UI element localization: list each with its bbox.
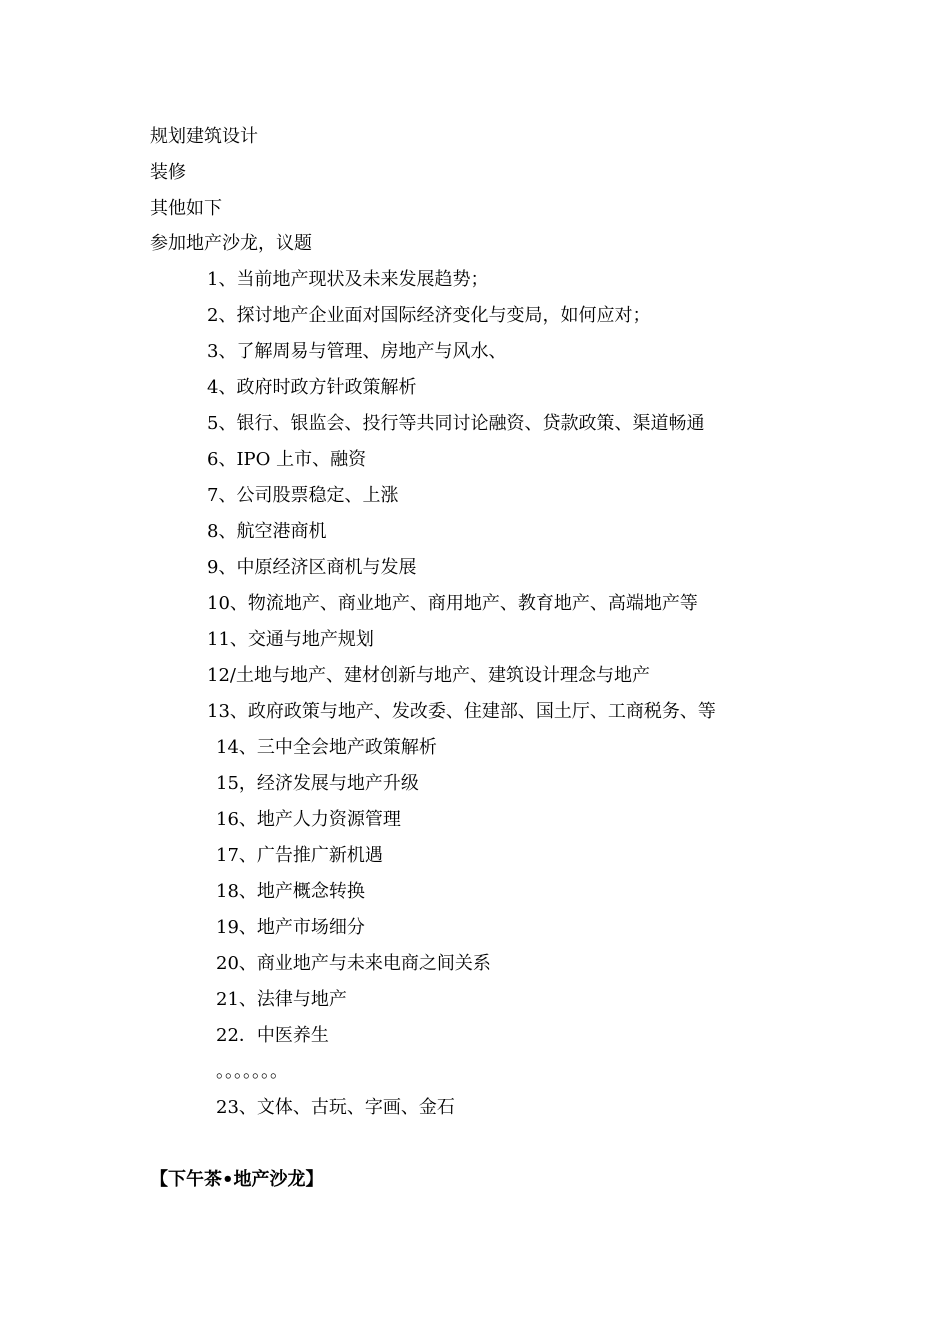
topic-item-11: 11、交通与地产规划: [207, 629, 374, 650]
topic-item-4: 4、政府时政方针政策解析: [207, 377, 417, 398]
topic-item-3: 3、了解周易与管理、房地产与风水、: [207, 341, 507, 362]
topic-item-15: 15，经济发展与地产升级: [216, 773, 419, 794]
topic-item-17: 17、广告推广新机遇: [216, 845, 383, 866]
topic-item-21: 21、法律与地产: [216, 989, 347, 1010]
topic-item-18: 18、地产概念转换: [216, 881, 365, 902]
section-heading: 【下午茶•地产沙龙】: [150, 1169, 324, 1190]
intro-line-decoration: 装修: [150, 162, 186, 183]
topic-item-20: 20、商业地产与未来电商之间关系: [216, 953, 491, 974]
topic-item-16: 16、地产人力资源管理: [216, 809, 401, 830]
topic-item-2: 2、探讨地产企业面对国际经济变化与变局，如何应对；: [207, 305, 651, 326]
topic-item-14: 14、三中全会地产政策解析: [216, 737, 437, 758]
intro-line-salon: 参加地产沙龙，议题: [150, 233, 312, 254]
topic-item-5: 5、银行、银监会、投行等共同讨论融资、贷款政策、渠道畅通: [207, 413, 705, 434]
topic-item-19: 19、地产市场细分: [216, 917, 365, 938]
topic-item-10: 10、物流地产、商业地产、商用地产、教育地产、高端地产等: [207, 593, 698, 614]
topic-item-7: 7、公司股票稳定、上涨: [207, 485, 399, 506]
topic-item-12: 12/土地与地产、建材创新与地产、建筑设计理念与地产: [207, 665, 650, 686]
intro-line-design: 规划建筑设计: [150, 126, 258, 147]
topic-item-13: 13、政府政策与地产、发改委、住建部、国土厅、工商税务、等: [207, 701, 716, 722]
topic-item-22: 22．中医养生: [216, 1025, 329, 1046]
topic-item-23: 23、文体、古玩、字画、金石: [216, 1097, 455, 1118]
topic-item-8: 8、航空港商机: [207, 521, 327, 542]
topic-item-6: 6、IPO 上市、融资: [207, 449, 367, 470]
topic-item-9: 9、中原经济区商机与发展: [207, 557, 417, 578]
intro-line-others: 其他如下: [150, 198, 222, 219]
topic-item-1: 1、当前地产现状及未来发展趋势；: [207, 269, 489, 290]
ellipsis-line: 。。。。。。。: [216, 1061, 288, 1082]
